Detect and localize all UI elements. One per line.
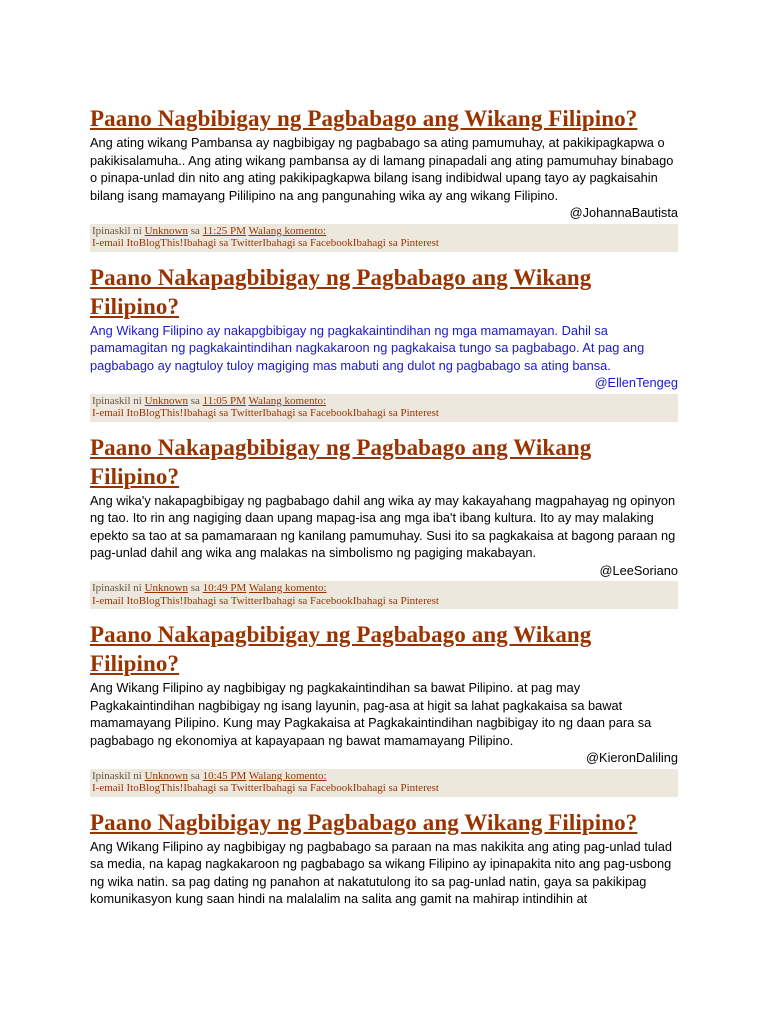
post-body: Ang Wikang Filipino ay nagbibigay ng pagbabago sa paraan na mas nakikita ang ating pag-unlad tulad sa media, na kapag nagkakaroon ng pagbabago sa wikang Filipino ay ipinapakita nito ang pag-usbong ng wika natin. sa pag dating ng panahon at nakatutulong ito sa pag-unlad natin, gaya sa pakikipag komunikasyon kung saan hindi na malalalim na salita ang gamit na mahirap intindihin at (90, 838, 672, 906)
post-body: Ang wika'y nakapagbibigay ng pagbabago dahil ang wika ay may kakayahang magpahayag ng opinyon ng tao. Ito rin ang nagiging daan upang mapag-isa ang mga iba't ibang kultura. Ito ay may malaking epekto sa tao at sa pamamaraan ng kanilang pamumuhay. Susi ito sa pagkakaisa at bagong paraan ng pag-unlad dahil ang wika ang malakas na simbolismo ng pagiging makabayan. (90, 492, 676, 560)
posted-by-label: Ipinaskil ni (92, 394, 142, 407)
post-body: Ang Wikang Filipino ay nakapgbibigay ng pagkakaintindihan ng mga mamamayan. Dahil sa pamamagitan ng pagkakaintindihan nagkakaroon ng pagkakaisa tungo sa pagbabago. At pag ang pagbabago ay nagtuloy tuloy magiging mas mabuti ang dulot ng pagbabago sa ating bansa. (90, 322, 645, 373)
sa-label: sa (190, 394, 200, 407)
post-author: @JohannaBautista (569, 205, 678, 220)
post-author: @KieronDaliling (586, 750, 678, 765)
post-footer (90, 581, 678, 609)
blog-post (90, 433, 678, 610)
post-title[interactable]: Paano Nakapagbibigay ng Pagbabago ang Wikang Filipino? (90, 264, 592, 319)
blog-post (90, 620, 678, 797)
post-author: @EllenTengeg (594, 375, 678, 390)
post-title[interactable]: Paano Nagbibigay ng Pagbabago ang Wikang Filipino? (90, 106, 638, 131)
post-title[interactable]: Paano Nakapagbibigay ng Pagbabago ang Wikang Filipino? (90, 622, 592, 676)
post-footer (90, 224, 678, 252)
blog-post (90, 263, 678, 422)
author-link[interactable]: Unknown (144, 394, 188, 407)
post-time-link[interactable]: 11:05 PM (202, 394, 246, 407)
sa-label: sa (190, 769, 200, 782)
blog-post (90, 808, 678, 908)
author-link[interactable]: Unknown (144, 769, 188, 782)
sa-label: sa (190, 224, 200, 237)
post-body: Ang Wikang Filipino ay nagbibigay ng pagkakaintindihan sa bawat Pilipino. at pag may Pagkakaintindihan nagbibigay ng isang layunin, pag-asa at higit sa lahat pagkakaisa sa bawat mamamayang Pilipino. Kung may Pagkakaisa at Pagkakaintindihan nagbibigay ito ng daan para sa pagbabago ng ekonomiya at kapayapaan ng bawat mamamayang Pilipino. (90, 680, 652, 748)
comments-link[interactable]: Walang komento: (248, 394, 327, 407)
post-time-link[interactable]: 10:45 PM (202, 769, 247, 782)
post-time-link[interactable]: 10:49 PM (202, 582, 247, 594)
blog-post (90, 104, 678, 252)
comments-link[interactable]: Walang komento: (248, 582, 327, 594)
share-links[interactable]: I-email ItoBlogThis!Ibahagi sa TwitterIbahagi sa FacebookIbahagi sa Pinterest (92, 237, 439, 249)
sa-label: sa (190, 582, 200, 594)
share-links[interactable]: I-email ItoBlogThis!Ibahagi sa TwitterIbahagi sa FacebookIbahagi sa Pinterest (92, 782, 439, 794)
comments-link[interactable]: Walang komento: (248, 769, 327, 782)
post-footer (90, 769, 678, 797)
post-time-link[interactable]: 11:25 PM (202, 224, 246, 237)
posted-by-label: Ipinaskil ni (92, 582, 142, 594)
share-links[interactable]: I-email ItoBlogThis!Ibahagi sa TwitterIbahagi sa FacebookIbahagi sa Pinterest (92, 594, 439, 607)
author-link[interactable]: Unknown (144, 224, 188, 237)
post-footer (90, 394, 678, 422)
post-body: Ang ating wikang Pambansa ay nagbibigay ng pagbabago sa ating pamumuhay, at pakikipagkapwa o pakikisalamuha.. Ang ating wikang pambansa ay di lamang pinapadali ang ating pamumuhay binabago o pinapa-unlad din nito ang ating pakikipagkapwa bilang isang indibidwal upang tayo ay pagkaisahin bilang isang mamayang Pililipino na ang pangunahing wika ay ang wikang Filipino. (90, 135, 674, 203)
posted-by-label: Ipinaskil ni (92, 224, 142, 237)
posted-by-label: Ipinaskil ni (92, 769, 142, 782)
post-title[interactable]: Paano Nagbibigay ng Pagbabago ang Wikang Filipino? (90, 809, 638, 835)
author-link[interactable]: Unknown (144, 582, 188, 594)
share-links[interactable]: I-email ItoBlogThis!Ibahagi sa TwitterIbahagi sa FacebookIbahagi sa Pinterest (92, 407, 439, 419)
post-author: @LeeSoriano (599, 562, 678, 578)
comments-link[interactable]: Walang komento: (248, 224, 327, 237)
post-title[interactable]: Paano Nakapagbibigay ng Pagbabago ang Wikang Filipino? (90, 434, 592, 489)
blog-page (90, 104, 678, 908)
